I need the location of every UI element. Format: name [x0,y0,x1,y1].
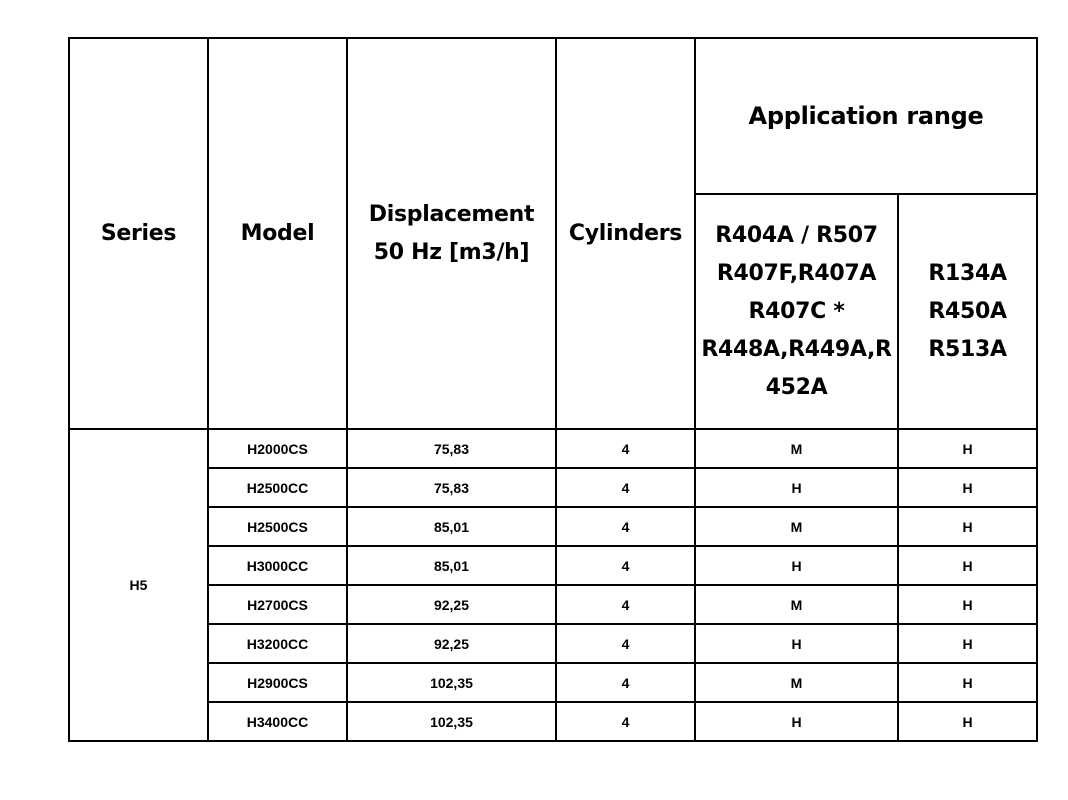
displacement-cell: 102,35 [347,663,556,702]
range2-cell: H [898,468,1037,507]
model-cell: H2500CS [208,507,347,546]
header-displacement: Displacement 50 Hz [m3/h] [347,38,556,429]
cylinders-cell: 4 [556,702,695,741]
header-refrigerant-group-1: R404A / R507 R407F,R407A R407C * R448A,R449A,R 452A [695,194,898,429]
range1-cell: H [695,546,898,585]
compressor-spec-table [68,37,1038,742]
displacement-cell: 102,35 [347,702,556,741]
range1-cell: H [695,702,898,741]
model-cell: H2700CS [208,585,347,624]
range1-cell: M [695,663,898,702]
model-cell: H2900CS [208,663,347,702]
cylinders-cell: 4 [556,585,695,624]
range1-cell: H [695,624,898,663]
header-series: Series [69,38,208,429]
header-row-1 [69,38,1037,194]
range2-cell: H [898,702,1037,741]
header-cylinders: Cylinders [556,38,695,429]
model-cell: H3200CC [208,624,347,663]
table-row [69,546,1037,585]
range1-cell: M [695,429,898,468]
model-cell: H3000CC [208,546,347,585]
displacement-cell: 92,25 [347,624,556,663]
cylinders-cell: 4 [556,663,695,702]
range2-cell: H [898,546,1037,585]
table-row [69,585,1037,624]
table-row [69,663,1037,702]
cylinders-cell: 4 [556,429,695,468]
series-cell: H5 [69,429,208,741]
header-application-range: Application range [695,38,1037,194]
cylinders-cell: 4 [556,624,695,663]
table-row [69,468,1037,507]
displacement-cell: 75,83 [347,468,556,507]
cylinders-cell: 4 [556,546,695,585]
range2-cell: H [898,585,1037,624]
table-row [69,624,1037,663]
table-row [69,702,1037,741]
header-model: Model [208,38,347,429]
cylinders-cell: 4 [556,468,695,507]
displacement-cell: 85,01 [347,546,556,585]
range1-cell: M [695,507,898,546]
range2-cell: H [898,507,1037,546]
range2-cell: H [898,624,1037,663]
displacement-cell: 85,01 [347,507,556,546]
table-row [69,429,1037,468]
displacement-cell: 75,83 [347,429,556,468]
displacement-cell: 92,25 [347,585,556,624]
range2-cell: H [898,663,1037,702]
model-cell: H3400CC [208,702,347,741]
cylinders-cell: 4 [556,507,695,546]
header-refrigerant-group-2: R134A R450A R513A [898,194,1037,429]
model-cell: H2000CS [208,429,347,468]
model-cell: H2500CC [208,468,347,507]
range1-cell: H [695,468,898,507]
table-row [69,507,1037,546]
range2-cell: H [898,429,1037,468]
range1-cell: M [695,585,898,624]
